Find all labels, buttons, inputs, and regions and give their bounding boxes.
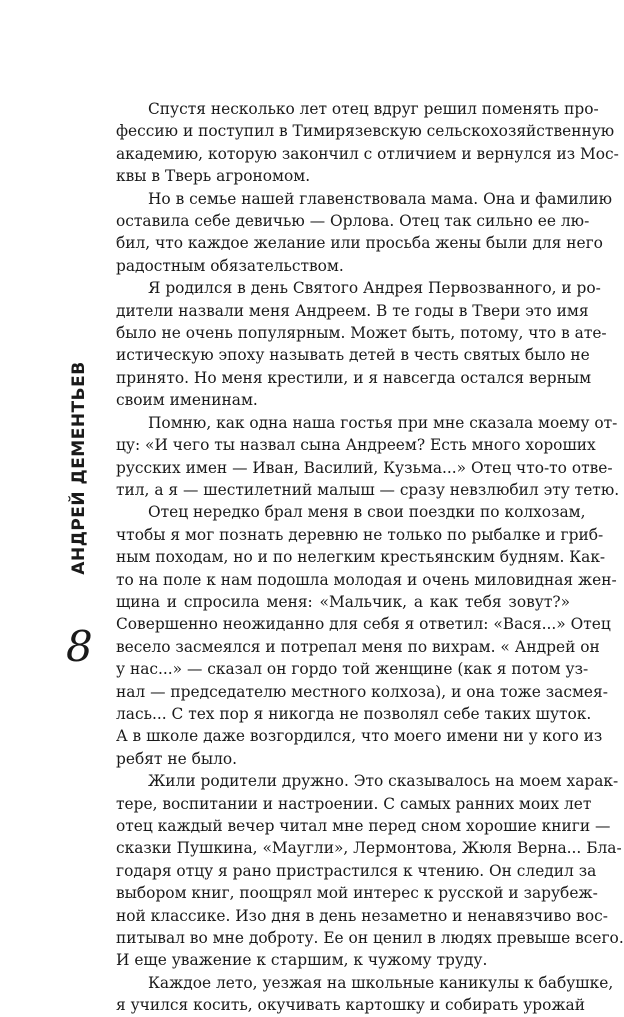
text-line: нал — председателю местного колхоза), и она тоже засмея- (116, 682, 608, 701)
page-number: 8 (66, 622, 93, 671)
text-line: русских имен — Иван, Василий, Кузьма...» Отец что-то отве- (116, 458, 613, 477)
text-line: И еще уважение к старшим, к чужому труду. (116, 951, 488, 970)
text-line: фессию и поступил в Тимирязевскую сельскохозяйственную (116, 122, 615, 141)
text-line: Я родился в день Святого Андрея Первозванного, и ро- (148, 279, 601, 298)
text-line: истическую эпоху называть детей в честь святых было не (116, 346, 590, 365)
text-line: щина и спросила меня: «Мальчик, а как тебя зовут?» (116, 592, 570, 611)
text-line: я учился косить, окучивать картошку и собирать урожай (116, 996, 585, 1015)
text-line: выбором книг, поощрял мой интерес к русской и зарубеж- (116, 884, 598, 903)
text-line: бил, что каждое желание или просьба жены были для него (116, 234, 603, 253)
text-line: годаря отцу я рано пристрастился к чтению. Он следил за (116, 861, 597, 880)
paragraph (116, 972, 614, 1017)
paragraph (116, 770, 624, 972)
text-line: то на поле к нам подошла молодая и очень миловидная жен- (116, 570, 617, 589)
text-line: сказки Пушкина, «Маугли», Лермонтова, Жюля Верна... Бла- (116, 839, 622, 858)
text-line: цу: «И чего ты назвал сына Андреем? Есть много хороших (116, 436, 596, 455)
text-line: Жили родители дружно. Это сказывалось на моем харак- (148, 772, 619, 791)
body-text (116, 98, 624, 1017)
paragraph (116, 412, 620, 502)
text-line: академию, которую закончил с отличием и вернулся из Мос- (116, 144, 619, 163)
text-line: тере, воспитании и настроении. С самых ранних моих лет (116, 794, 592, 813)
text-line: Каждое лето, уезжая на школьные каникулы к бабушке, (148, 973, 614, 992)
text-line: своим именинам. (116, 391, 258, 410)
paragraph (116, 98, 619, 188)
text-line: А в школе даже возгордился, что моего имени ни у кого из (116, 727, 603, 746)
paragraph (116, 188, 613, 278)
text-line: лась... С тех пор я никогда не позволял себе таких шуток. (116, 704, 592, 723)
text-line: дители назвали меня Андреем. В те годы в Твери это имя (116, 301, 589, 320)
paragraph (116, 501, 617, 770)
text-line: Спустя несколько лет отец вдруг решил поменять про- (148, 100, 599, 118)
text-line: Совершенно неожиданно для себя я ответил: «Вася...» Отец (116, 615, 611, 634)
paragraph (116, 277, 607, 411)
text-line: оставила себе девичью — Орлова. Отец так сильно ее лю- (116, 212, 590, 231)
text-line: питывал во мне доброту. Ее он ценил в людях превыше всего. (116, 929, 624, 948)
text-line: отец каждый вечер читал мне перед сном хорошие книги — (116, 817, 611, 835)
text-line: Но в семье нашей главенствовала мама. Она и фамилию (148, 189, 613, 208)
text-line: радостным обязательством. (116, 256, 344, 275)
running-head (64, 318, 94, 618)
text-line: Отец нередко брал меня в свои поездки по колхозам, (148, 503, 586, 522)
text-line: ребят не было. (116, 749, 238, 768)
text-line: квы в Тверь агрономом. (116, 167, 311, 186)
text-line: ной классике. Изо дня в день незаметно и ненавязчиво вос- (116, 906, 608, 925)
text-line: весело засмеялся и потрепал меня по вихрам. « Андрей он (116, 637, 600, 656)
text-line: тил, а я — шестилетний малыш — сразу невзлюбил эту тетю. (116, 480, 620, 499)
text-line: у нас...» — сказал он гордо той женщине (как я потом уз- (116, 660, 589, 679)
text-line: ным походам, но и по нелегким крестьянским будням. Как- (116, 548, 606, 567)
text-line: принято. Но меня крестили, и я навсегда остался верным (116, 368, 592, 387)
text-line: Помню, как одна наша гостья при мне сказала моему от- (148, 413, 618, 432)
text-line: было не очень популярным. Может быть, потому, что в ате- (116, 324, 607, 343)
running-head-author: АНДРЕЙ ДЕМЕНТЬЕВ (69, 361, 89, 575)
text-line: чтобы я мог познать деревню не только по рыбалке и гриб- (116, 525, 604, 544)
